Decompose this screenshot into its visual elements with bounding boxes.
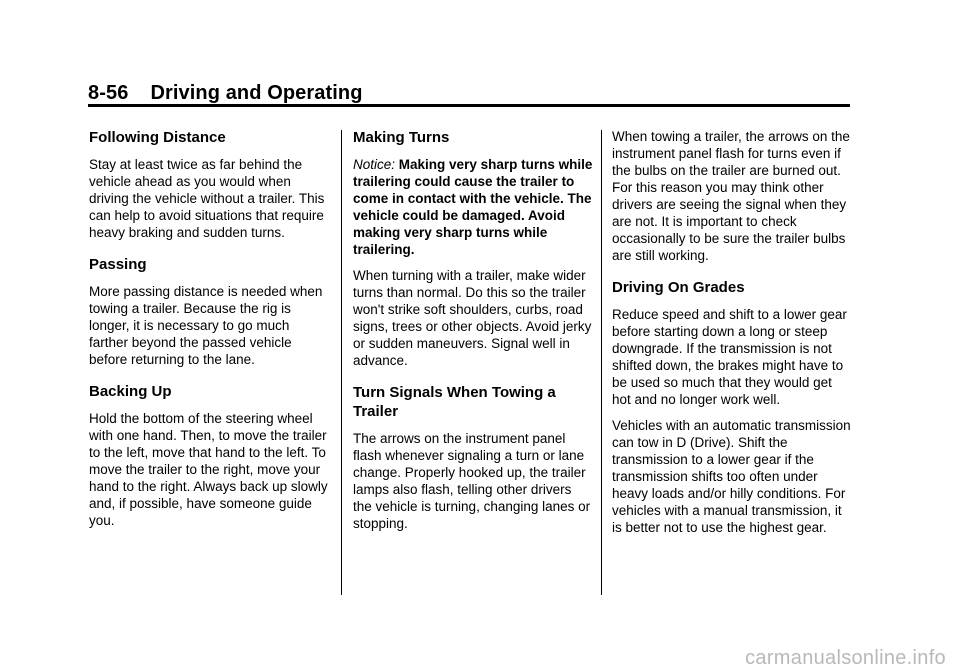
heading-backing-up: Backing Up [89,383,172,400]
watermark: carmanualsonline.info [745,647,946,669]
column-2 [353,128,593,541]
heading-making-turns: Making Turns [353,129,450,146]
notice-block [353,156,593,258]
notice-text: Making very sharp turns while trailering could cause the trailer to come in contact with the vehicle. The vehicle could be damaged. Avoid making very sharp turns while trailering. [353,157,593,257]
column-3 [612,128,854,545]
section-title: Driving and Operating [150,82,363,104]
paragraph-driving-on-grades-2: Vehicles with an automatic transmission can tow in D (Drive). Shift the transmission to a lower gear if the transmission shifts too often under heavy loads and/or hilly conditions. For vehicles with a manual transmission, it is better not to use the highest gear. [612,418,851,535]
column-divider [601,130,602,595]
column-divider [341,130,342,595]
column-1 [89,128,329,538]
paragraph-turn-signals: The arrows on the instrument panel flash whenever signaling a turn or lane change. Properly hooked up, the trailer lamps also flash, telling other drivers the vehicle is turning, changing lanes or stopping. [353,431,591,531]
paragraph-backing-up: Hold the bottom of the steering wheel with one hand. Then, to move the trailer to the left, move that hand to the left. To move the trailer to the right, move your hand to the right. Always back up slowly and, if possible, have someone guide you. [89,411,328,528]
notice-label: Notice: [353,157,396,172]
heading-driving-on-grades: Driving On Grades [612,279,745,296]
heading-turn-signals: Turn Signals When Towing a Trailer [353,384,556,420]
paragraph-turn-signals-continued: When towing a trailer, the arrows on the instrument panel flash for turns even if the bulbs on the trailer are burned out. For this reason you may think other drivers are seeing the signal when they are not. It is important to check occasionally to be sure the trailer bulbs are still working. [612,129,850,263]
paragraph-following-distance: Stay at least twice as far behind the vehicle ahead as you would when driving the vehicle without a trailer. This can help to avoid situations that require heavy braking and sudden turns. [89,157,325,240]
page-header [88,82,850,105]
heading-passing: Passing [89,256,147,273]
heading-following-distance: Following Distance [89,129,226,146]
page-number: 8-56 [88,82,129,104]
paragraph-passing: More passing distance is needed when towing a trailer. Because the rig is longer, it is necessary to go much farther beyond the passed vehicle before returning to the lane. [89,284,323,367]
paragraph-making-turns: When turning with a trailer, make wider turns than normal. Do this so the trailer won't strike soft shoulders, curbs, road signs, trees or other objects. Avoid jerky or sudden maneuvers. Signal well in advance. [353,268,592,368]
header-rule [88,104,850,107]
paragraph-driving-on-grades-1: Reduce speed and shift to a lower gear before starting down a long or steep downgrade. If the transmission is not shifted down, the brakes might have to be used so much that they would get hot and no longer work well. [612,307,847,407]
